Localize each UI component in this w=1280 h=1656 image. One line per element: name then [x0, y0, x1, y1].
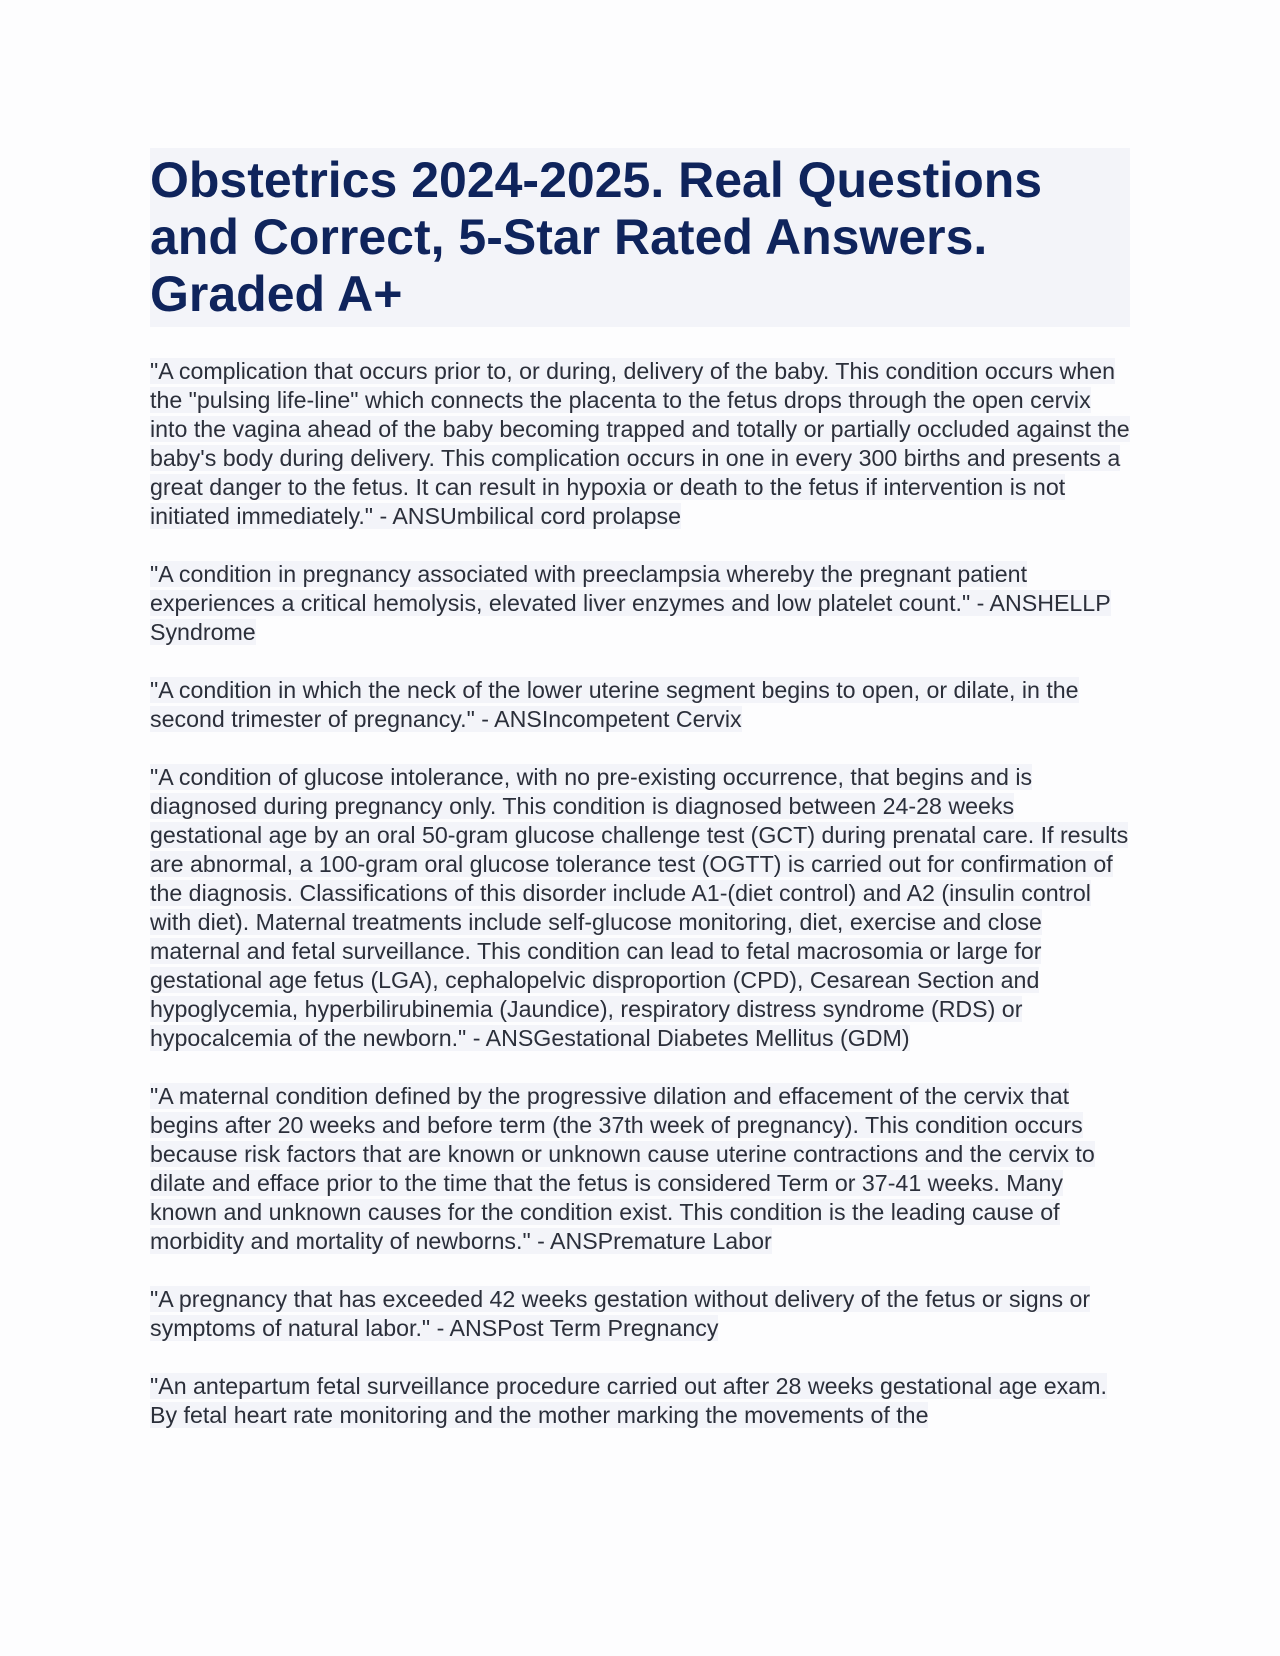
qa-entry-text: "A condition in which the neck of the lower uterine segment begins to open, or dilate, in the second trimester of pregnancy." - ANSIncompetent Cervix [150, 677, 1079, 732]
qa-entry [150, 1285, 1130, 1343]
document-title: Obstetrics 2024-2025. Real Questions and Correct, 5-Star Rated Answers. Graded A+ [150, 152, 1043, 322]
qa-entry [150, 1372, 1130, 1430]
qa-entry [150, 1082, 1130, 1256]
qa-entry [150, 357, 1130, 531]
qa-entry [150, 560, 1130, 647]
qa-entry-text: "An antepartum fetal surveillance procedure carried out after 28 weeks gestational age exam. By fetal heart rate monitoring and the mother marking the movements of the [150, 1373, 1107, 1428]
qa-entry-text: "A condition in pregnancy associated with preeclampsia whereby the pregnant patient experiences a critical hemolysis, elevated liver enzymes and low platelet count." - ANSHELLP Syndrome [150, 561, 1111, 645]
qa-entry-text: "A condition of glucose intolerance, with no pre-existing occurrence, that begins and is diagnosed during pregnancy only. This condition is diagnosed between 24-28 weeks gestational age by an oral 50-gram glucose challenge test (GCT) during prenatal care. If results are abnormal, a 100-gram oral glucose tolerance test (OGTT) is carried out for confirmation of the diagnosis. Classifications of this disorder include A1-(diet control) and A2 (insulin control with diet). Maternal treatments include self-glucose monitoring, diet, exercise and close maternal and fetal surveillance. This condition can lead to fetal macrosomia or large for gestational age fetus (LGA), cephalopelvic disproportion (CPD), Cesarean Section and hypoglycemia, hyperbilirubinemia (Jaundice), respiratory distress syndrome (RDS) or hypocalcemia of the newborn." - ANSGestational Diabetes Mellitus (GDM) [150, 764, 1129, 1051]
qa-entry-text: "A complication that occurs prior to, or during, delivery of the baby. This condition occurs when the "pulsing life-line" which connects the placenta to the fetus drops through the open cervix into the vagina ahead of the baby becoming trapped and totally or partially occluded against the baby's body during delivery. This complication occurs in one in every 300 births and presents a great danger to the fetus. It can result in hypoxia or death to the fetus if intervention is not initiated immediately." - ANSUmbilical cord prolapse [150, 358, 1130, 529]
qa-entry [150, 676, 1130, 734]
qa-entry-text: "A maternal condition defined by the progressive dilation and effacement of the cervix that begins after 20 weeks and before term (the 37th week of pregnancy). This condition occurs because risk factors that are known or unknown cause uterine contractions and the cervix to dilate and efface prior to the time that the fetus is considered Term or 37-41 weeks. Many known and unknown causes for the condition exist. This condition is the leading cause of morbidity and mortality of newborns." - ANSPremature Labor [150, 1083, 1095, 1254]
qa-entry-text: "A pregnancy that has exceeded 42 weeks gestation without delivery of the fetus or signs or symptoms of natural labor." - ANSPost Term Pregnancy [150, 1286, 1091, 1341]
title-block [150, 148, 1130, 327]
qa-list [150, 357, 1130, 1430]
qa-entry [150, 763, 1130, 1053]
